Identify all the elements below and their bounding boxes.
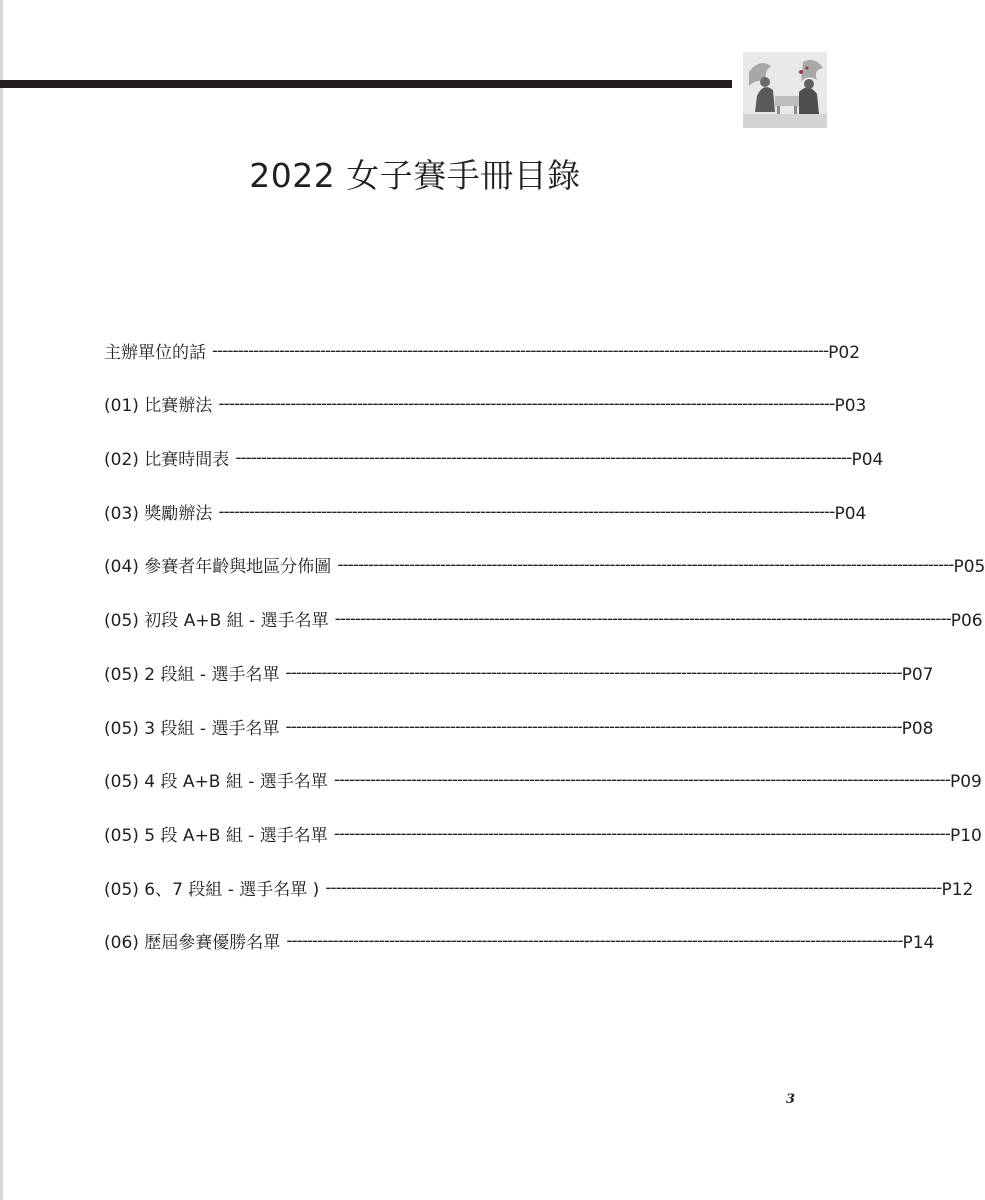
toc-label: (05) 5 段 A+B 組 - 選手名單	[104, 825, 328, 846]
dot-leader: ------------------------------------------------------------------------------------------------------------------------	[235, 448, 852, 469]
toc-page-number: P06	[950, 611, 983, 632]
dot-leader: ------------------------------------------------------------------------------------------------------------------------	[285, 716, 902, 737]
toc-page-number: P04	[834, 503, 867, 524]
toc-page-number: P12	[941, 879, 974, 900]
toc-label: (05) 初段 A+B 組 - 選手名單	[104, 611, 329, 632]
dot-leader: ------------------------------------------------------------------------------------------------------------------------	[218, 501, 835, 522]
go-players-illustration-icon	[743, 52, 827, 128]
toc-label: (03) 獎勵辦法	[104, 503, 213, 524]
toc-row[interactable]	[104, 792, 982, 846]
toc-label: (05) 3 段組 - 選手名單	[104, 718, 280, 739]
dot-leader: ------------------------------------------------------------------------------------------------------------------------	[333, 823, 950, 844]
toc-row[interactable]	[104, 577, 983, 632]
toc-label: (05) 4 段 A+B 組 - 選手名單	[104, 772, 328, 793]
toc-page-number: P05	[953, 557, 985, 578]
toc-label: (05) 2 段組 - 選手名單	[104, 664, 280, 685]
toc-label: (01) 比賽辦法	[104, 396, 213, 417]
toc-label: (05) 6、7 段組 - 選手名單 )	[104, 879, 320, 900]
toc-row[interactable]	[104, 685, 934, 739]
dot-leader: ------------------------------------------------------------------------------------------------------------------------	[334, 609, 951, 630]
dot-leader: ------------------------------------------------------------------------------------------------------------------------	[286, 931, 903, 952]
dot-leader: ------------------------------------------------------------------------------------------------------------------------	[285, 662, 902, 683]
toc-label: (02) 比賽時間表	[104, 450, 230, 471]
toc-page-number: P04	[851, 450, 884, 471]
table-of-contents	[104, 309, 985, 954]
toc-row[interactable]	[104, 470, 867, 524]
header-rule	[0, 80, 732, 88]
toc-row[interactable]	[104, 846, 974, 900]
toc-page-number: P08	[901, 718, 934, 739]
toc-row[interactable]	[104, 363, 867, 417]
dot-leader: ------------------------------------------------------------------------------------------------------------------------	[325, 877, 942, 898]
dot-leader: ------------------------------------------------------------------------------------------------------------------------	[333, 770, 950, 791]
toc-row[interactable]	[104, 416, 884, 471]
dot-leader: ------------------------------------------------------------------------------------------------------------------------	[337, 555, 954, 576]
toc-row[interactable]	[104, 524, 985, 578]
toc-page-number: P02	[828, 342, 861, 363]
toc-page-number: P14	[902, 933, 935, 954]
toc-page-number: P10	[949, 825, 982, 846]
dot-leader: ------------------------------------------------------------------------------------------------------------------------	[218, 394, 835, 415]
dot-leader: ------------------------------------------------------------------------------------------------------------------------	[212, 340, 829, 361]
toc-page-number: P07	[901, 664, 934, 685]
toc-row[interactable]	[104, 900, 935, 954]
toc-row[interactable]	[104, 739, 982, 793]
toc-page-number: P09	[949, 772, 982, 793]
toc-page-number: P03	[834, 396, 867, 417]
toc-label: (04) 參賽者年齡與地區分佈圖	[104, 557, 332, 578]
toc-label: (06) 歷屆參賽優勝名單	[104, 933, 281, 954]
toc-row[interactable]	[104, 309, 861, 363]
page-title: 2022 女子賽手冊目錄	[249, 156, 581, 195]
toc-label: 主辦單位的話	[104, 342, 206, 363]
toc-row[interactable]	[104, 631, 934, 685]
page-number: 3	[786, 1092, 796, 1107]
